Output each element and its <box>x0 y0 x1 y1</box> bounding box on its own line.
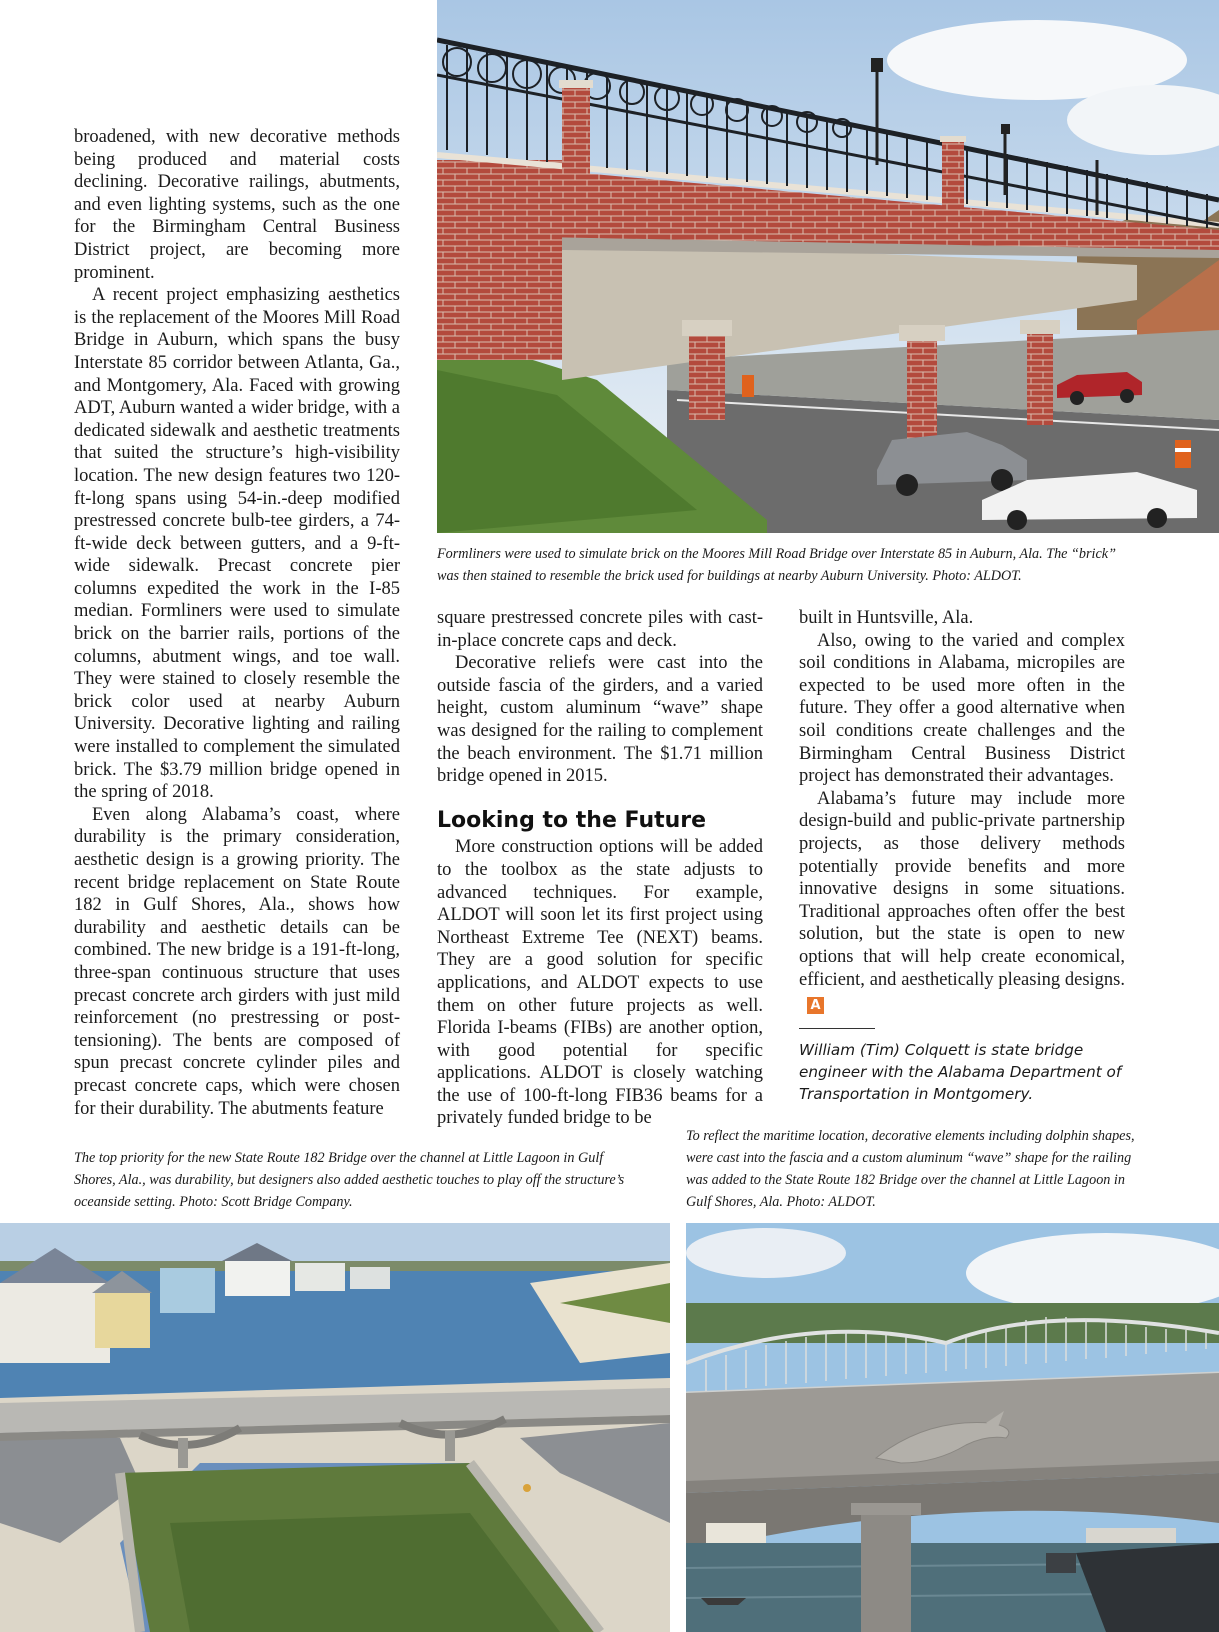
little-lagoon-aerial-photo <box>0 1223 670 1632</box>
bottom-right-caption: To reflect the maritime location, decorative elements including dolphin shapes, were cast into the fascia and a custom aluminum “wave” shape for the railing was added to the State Route 182 Bridge over the channel at Little Lagoon in Gulf Shores, Ala. Photo: ALDOT. <box>686 1128 1135 1210</box>
dolphin-fascia-bridge-photo <box>686 1223 1219 1632</box>
article-column-1 <box>74 126 400 1120</box>
section-heading: Looking to the Future <box>437 807 707 833</box>
article-column-2 <box>437 607 763 1130</box>
paragraph: broadened, with new decorative methods being produced and material costs declining. Decorative railings, abutments, and even lighting systems, such as the one for the Birmingham Central Business District project, are becoming more prominent. <box>74 127 400 283</box>
paragraph: Even along Alabama’s coast, where durability is the primary consideration, aesthetic design is a growing priority. The recent bridge replacement on State Route 182 in Gulf Shores, Ala., shows how durability and aesthetic details can be combined. The new bridge is a 191-ft-long, three-span continuous structure that uses precast concrete arch girders with just mild reinforcement (no prestressing or post-tensioning). The bents are composed of spun precast concrete cylinder piles and precast concrete caps, which were chosen for their durability. The abutments feature <box>74 804 400 1119</box>
paragraph: Also, owing to the varied and complex soil conditions in Alabama, micropiles are expected to be used more often in the future. They offer a good alternative when soil conditions create challenges and the Birmingham Central Business District project has demonstrated their advantages. <box>799 630 1125 787</box>
paragraph <box>799 788 1125 1014</box>
paragraph-text: Alabama’s future may include more design-build and public-private partnership projects, as those delivery methods potentially provide benefits and more innovative designs in some situations. Traditional approaches often offer the best solution, but the state is open to new options that will help create economical, efficient, and aesthetically pleasing designs. <box>799 788 1125 990</box>
article-column-3 <box>799 607 1125 1105</box>
author-bio: William (Tim) Colquett is state bridge engineer with the Alabama Department of Transportation in Montgomery. <box>799 1041 1122 1104</box>
paragraph: built in Huntsville, Ala. <box>799 608 974 628</box>
paragraph: square prestressed concrete piles with cast-in-place concrete caps and deck. <box>437 608 763 651</box>
paragraph: Decorative reliefs were cast into the outside fascia of the girders, and a varied height, custom aluminum “wave” shape was designed for the railing to complement the beach environment. The $1.71 million bridge opened in 2015. <box>437 653 763 787</box>
bio-divider <box>799 1028 875 1029</box>
bottom-left-caption: The top priority for the new State Route 182 Bridge over the channel at Little Lagoon in Gulf Shores, Ala., was durability, but designers also added aesthetic touches to play off the structure’s oceanside setting. Photo: Scott Bridge Company. <box>74 1150 625 1210</box>
moores-mill-bridge-photo <box>437 0 1219 533</box>
paragraph: More construction options will be added to the toolbox as the state adjusts to advanced techniques. For example, ALDOT will soon let its first project using Northeast Extreme Tee (NEXT) beams. They are a good solution for specific applications, and ALDOT expects to use them on other future projects as well. Florida I-beams (FIBs) are another option, with good potential for specific applications. ALDOT is closely watching the use of 100-ft-long FIB36 beams for a privately funded bridge to be <box>437 837 763 1129</box>
paragraph: A recent project emphasizing aesthetics is the replacement of the Moores Mill Road Bridge in Auburn, which spans the busy Interstate 85 corridor between Atlanta, Ga., and Montgomery, Ala. Faced with growing ADT, Auburn wanted a wider bridge, with a dedicated sidewalk and aesthetic treatments that suited the structure’s high-visibility location. The new design features two 120-ft-long spans using 54-in.-deep modified prestressed concrete bulb-tee girders, a 74-ft-wide deck between gutters, and a 9-ft-wide sidewalk. Precast concrete pier columns expedited the work in the I-85 median. Formliners were used to simulate brick on the barrier rails, portions of the columns, abutment wings, and toe wall. They were stained to closely resemble the brick color used at nearby Auburn University. Decorative lighting and railing were installed to complement the simulated brick. The $3.79 million bridge opened in the spring of 2018. <box>74 285 400 803</box>
top-photo-caption: Formliners were used to simulate brick on the Moores Mill Road Bridge over Interstate 85 in Auburn, Ala. The “brick” was then stained to resemble the brick used for buildings at nearby Auburn University. Photo: ALDOT. <box>437 546 1116 584</box>
end-of-article-icon: A <box>807 997 824 1014</box>
